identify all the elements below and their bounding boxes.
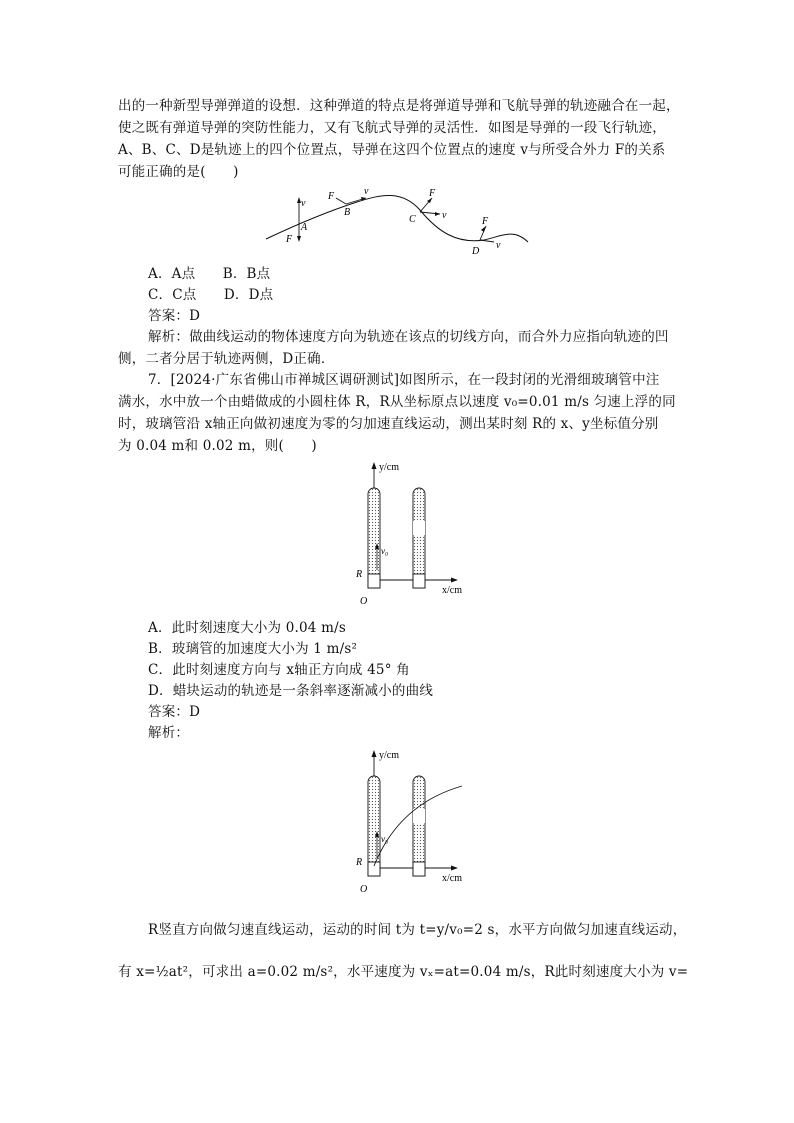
y-axis-label: y/cm — [379, 462, 399, 473]
q6-line-3: A、B、C、D是轨迹上的四个位置点，导弹在这四个位置点的速度 v与所受合外力 F的关系 — [118, 142, 666, 158]
label-v: v — [442, 210, 447, 221]
x-axis-label: x/cm — [442, 873, 462, 884]
q7-line-2: 满水，水中放一个由蜡做成的小圆柱体 R，R从坐标原点以速度 v₀=0.01 m/s 匀速上浮的同 — [118, 394, 676, 410]
label-B: B — [344, 207, 351, 218]
q7-analysis-line-2: 有 x=½at²，可求出 a=0.02 m/s²，水平速度为 vₓ=at=0.04 m/s，R此时刻速度大小为 v= — [118, 964, 689, 980]
q6-answer: 答案：D — [148, 308, 201, 324]
r-label: R — [356, 569, 363, 580]
v0-label: v₀ — [381, 546, 389, 556]
label-v: v — [496, 240, 501, 251]
q7-answer: 答案：D — [148, 704, 201, 720]
label-F: F — [286, 234, 293, 245]
q7-line-4: 为 0.04 m和 0.02 m，则( ) — [118, 438, 317, 454]
q7-analysis-title: 解析： — [148, 725, 190, 741]
q6-line-4: 可能正确的是( ) — [118, 164, 239, 180]
q6-line-2: 使之既有弹道导弹的突防性能力，又有飞航式导弹的灵活性．如图是导弹的一段飞行轨迹， — [118, 120, 666, 136]
q7-option-b: B．玻璃管的加速度大小为 1 m/s² — [148, 641, 358, 657]
tube-trajectory-figure — [350, 746, 480, 896]
label-F: F — [482, 216, 489, 227]
trajectory-figure — [262, 182, 534, 262]
y-axis-label: y/cm — [379, 750, 399, 761]
tube-figure — [350, 458, 480, 608]
label-C: C — [409, 214, 416, 225]
label-v: v — [301, 198, 306, 209]
label-A: A — [301, 222, 308, 233]
q6-option-cd: C．C点 D．D点 — [148, 287, 274, 303]
q7-option-a: A．此时刻速度大小为 0.04 m/s — [148, 620, 346, 636]
label-v: v — [364, 186, 369, 197]
q7-line-3: 时，玻璃管沿 x轴正向做初速度为零的匀加速直线运动，测出某时刻 R的 x、y坐标值分别 — [118, 416, 659, 432]
r-label: R — [356, 857, 363, 868]
q7-line-1: 7．[2024·广东省佛山市禅城区调研测试]如图所示，在一段封闭的光滑细玻璃管中注 — [148, 372, 660, 388]
q7-option-c: C．此时刻速度方向与 x轴正方向成 45° 角 — [148, 662, 410, 678]
origin-label: O — [360, 884, 368, 895]
origin-label: O — [360, 596, 368, 607]
x-axis-label: x/cm — [442, 585, 462, 596]
label-D: D — [472, 246, 480, 257]
q7-analysis-line-1: R竖直方向做匀速直线运动，运动的时间 t为 t=y/v₀=2 s，水平方向做匀加速直线运动， — [148, 922, 687, 938]
q6-line-1: 出的一种新型导弹弹道的设想．这种弹道的特点是将弹道导弹和飞航导弹的轨迹融合在一起， — [118, 98, 680, 114]
q6-analysis-2: 侧，二者分居于轨迹两侧，D正确． — [118, 351, 335, 367]
label-F: F — [429, 188, 436, 199]
q6-analysis-1: 解析：做曲线运动的物体速度方向为轨迹在该点的切线方向，而合外力应指向轨迹的凹 — [148, 329, 669, 345]
label-F: F — [328, 191, 335, 202]
q7-option-d: D．蜡块运动的轨迹是一条斜率逐渐减小的曲线 — [148, 683, 434, 699]
v0-label: v₀ — [381, 834, 389, 844]
q6-option-ab: A．A点 B．B点 — [148, 266, 271, 282]
